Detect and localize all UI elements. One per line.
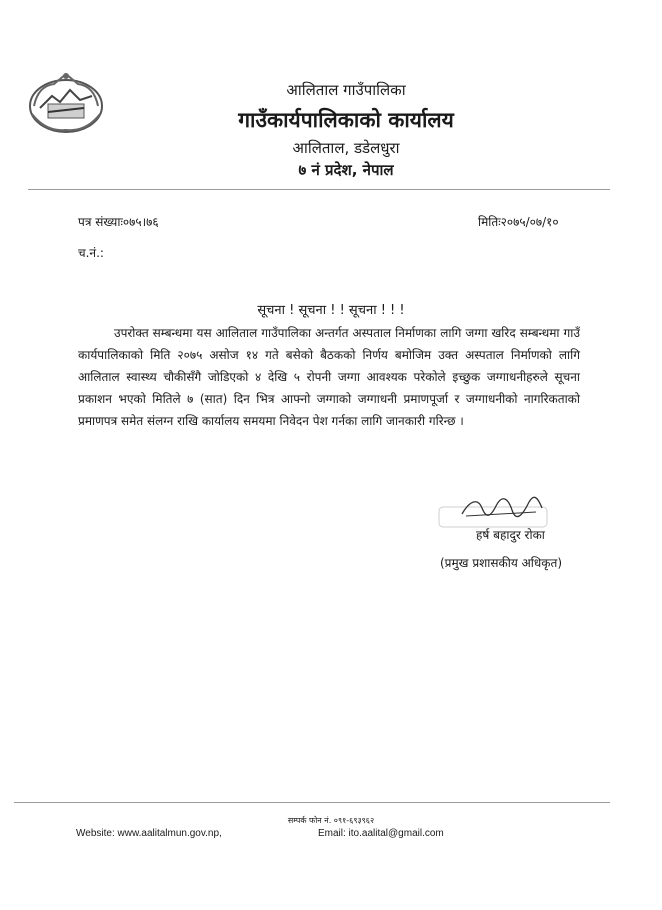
footer-divider: [14, 802, 610, 803]
dispatch-number: च.नं.:: [78, 246, 104, 260]
letter-date: मितिः२०७५/०७/१०: [478, 215, 559, 229]
notice-body: उपरोक्त सम्बन्धमा यस आलिताल गाउँपालिका अन्तर्गत अस्पताल निर्माणका लागि जग्गा खरिद सम्बन्धमा गाउँ कार्यपालिकाको मिति २०७५ असोज १४ गते बसेको बैठकको निर्णय बमोजिम उक्त अस्पताल निर्माणको लागि आलिताल स्वास्थ्य चौकीसँगै जोडिएको ४ देखि ५ रोपनी जग्गा आवश्यक परेकोले इच्छुक जग्गाधनीहरुले सूचना प्रकाशन भएको मितिले ७ (सात) दिन भित्र आफ्नो जग्गाको जग्गाधनी प्रमाणपूर्जा र जग्गाधनीको नागरिकताको प्रमाणपत्र समेत संलग्न राखि कार्यालय समयमा निवेदन पेश गर्नका लागि जानकारी गरिन्छ ।: [78, 326, 580, 428]
office-address: आलिताल, डडेलधुरा: [292, 139, 400, 157]
province-country: ७ नं प्रदेश, नेपाल: [298, 161, 394, 179]
website-link[interactable]: Website: www.aalitalmun.gov.np,: [76, 828, 222, 839]
letter-reference-number: पत्र संख्याः०७५।७६: [78, 215, 159, 229]
contact-phone: सम्पर्क फोन नं. ०९१-६९३९६२: [287, 816, 375, 825]
header-divider: [28, 189, 610, 190]
office-name: गाउँकार्यपालिकाको कार्यालय: [238, 108, 454, 132]
signatory-title: (प्रमुख प्रशासकीय अधिकृत): [440, 556, 563, 570]
handwritten-signature: [456, 494, 546, 524]
notice-heading: सूचना ! सूचना ! ! सूचना ! ! !: [257, 303, 405, 318]
municipality-name: आलिताल गाउँपालिका: [286, 81, 406, 99]
email-link[interactable]: Email: ito.aalital@gmail.com: [318, 828, 444, 839]
signatory-name: हर्ष बहादुर रोका: [476, 528, 545, 542]
